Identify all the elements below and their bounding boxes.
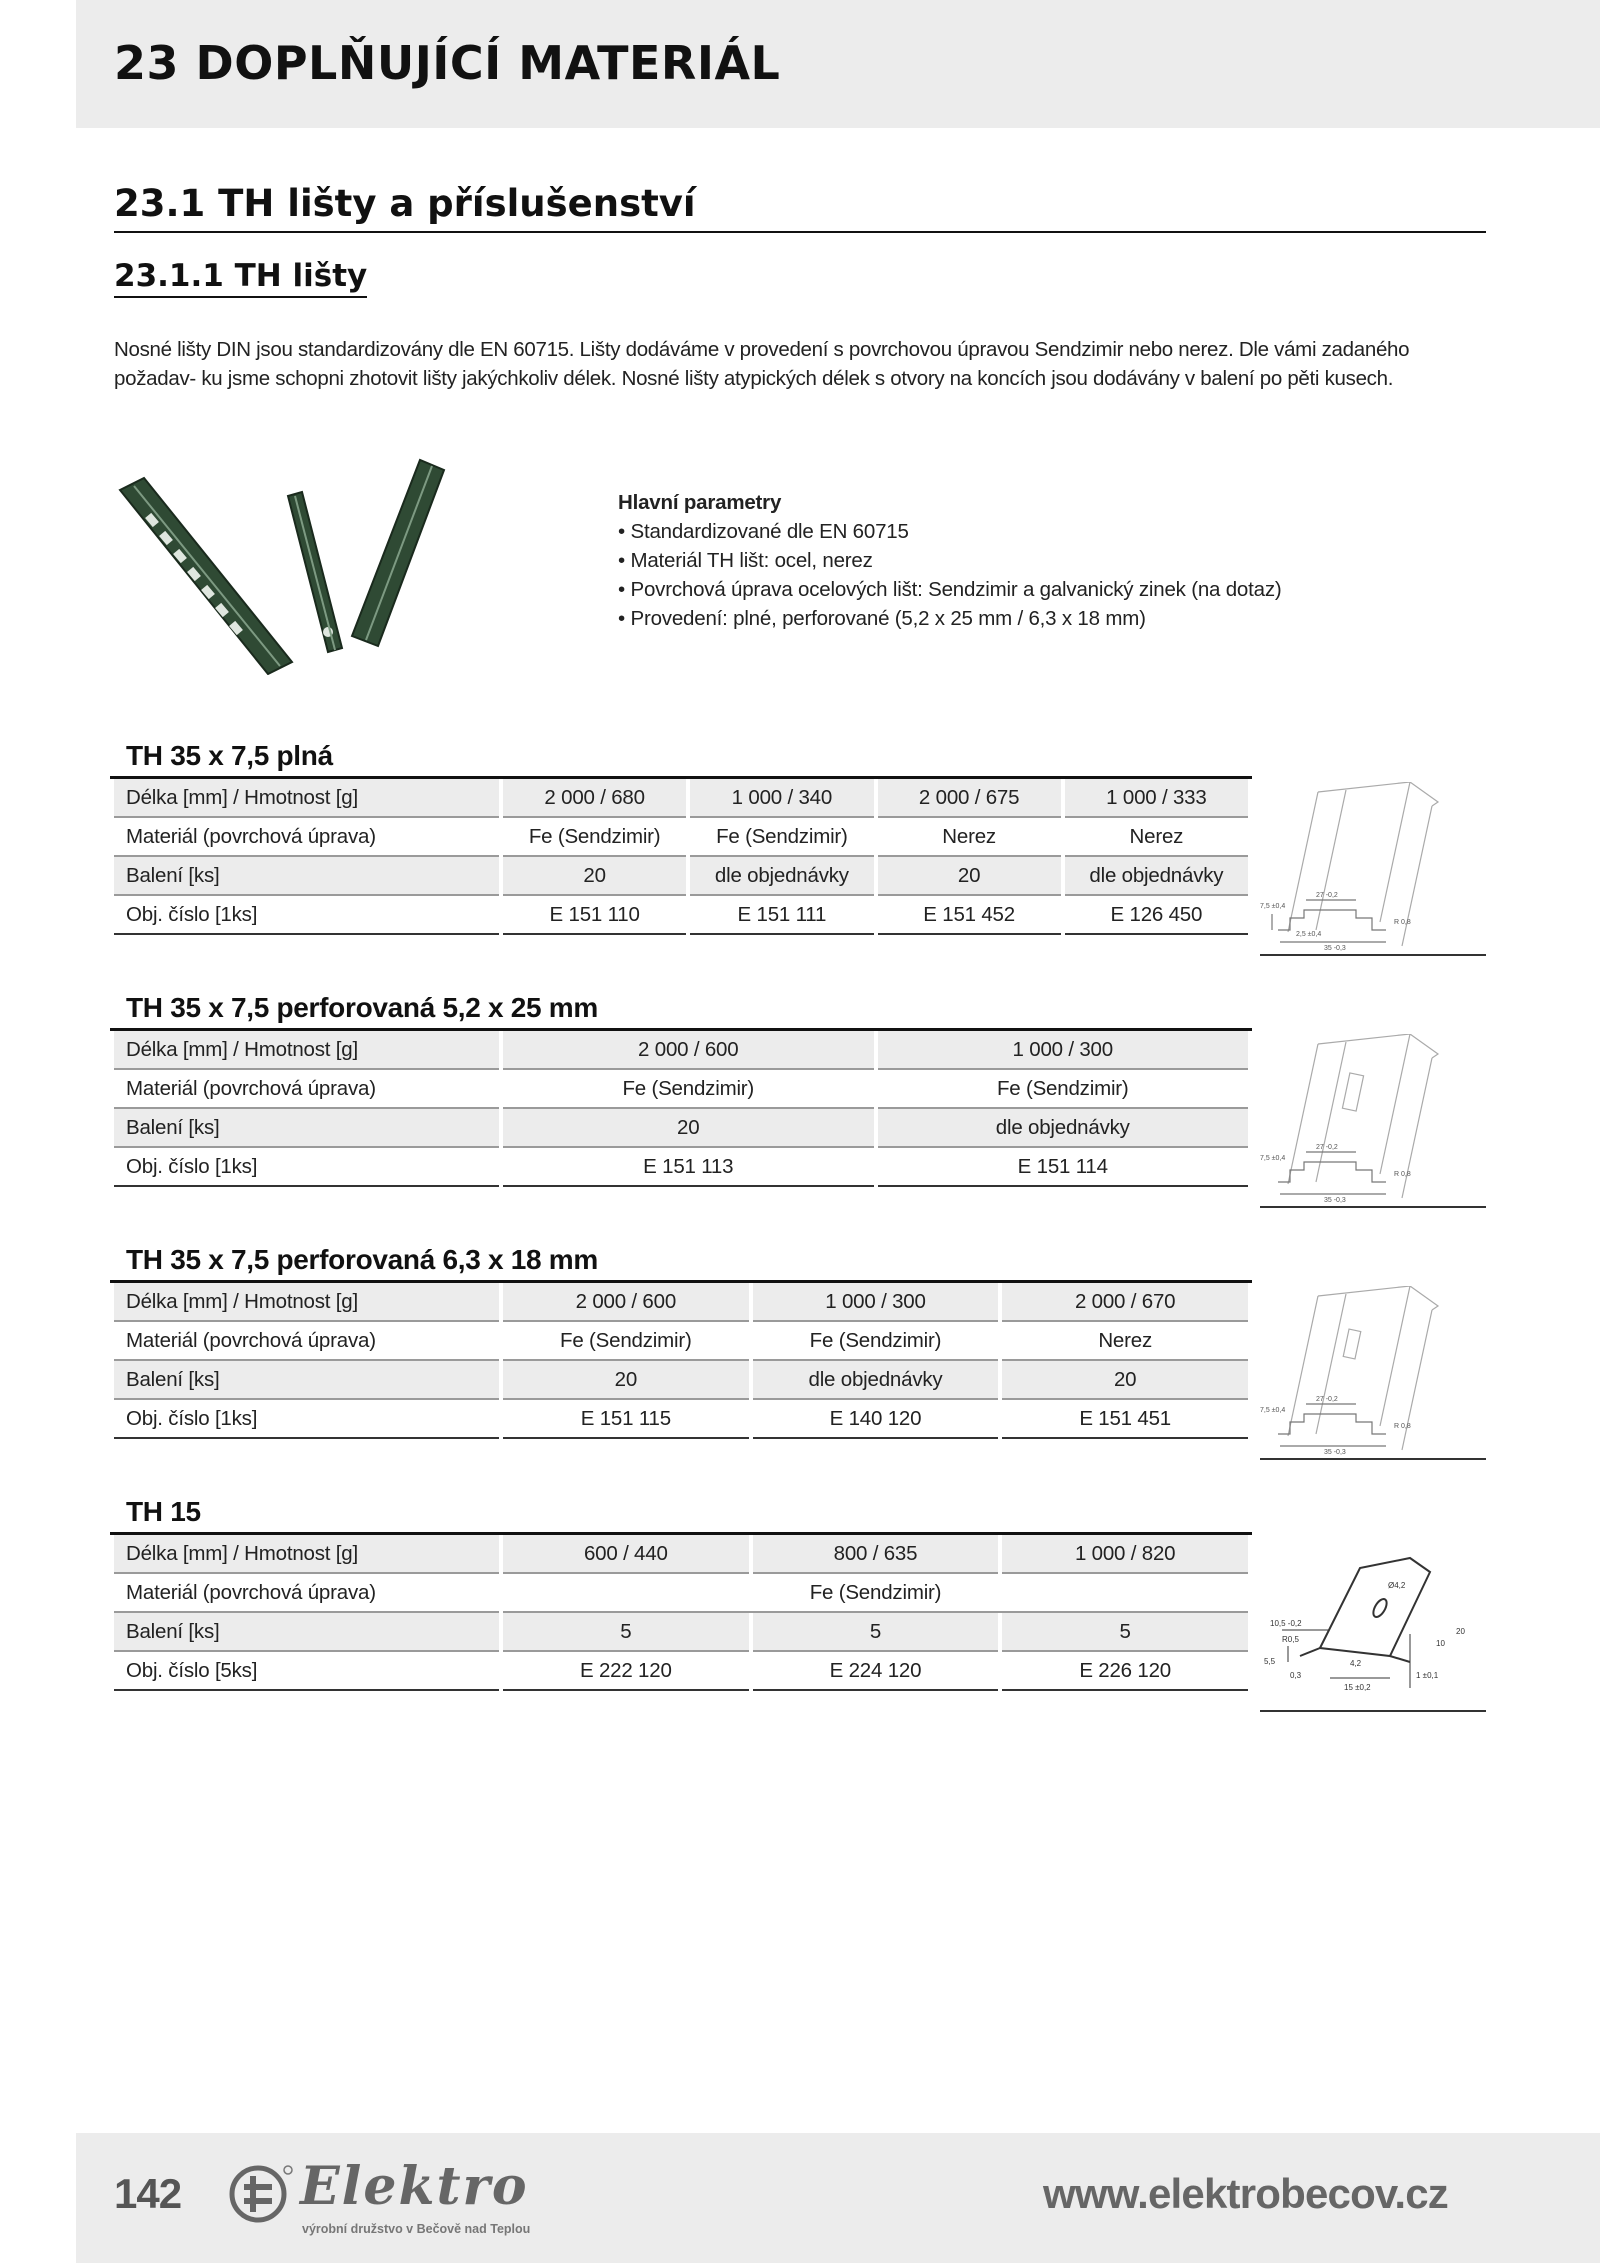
- table-cell: E 151 115: [503, 1400, 749, 1439]
- table-row: [114, 1070, 1248, 1109]
- dimension-label: 1 ±0,1: [1416, 1671, 1439, 1680]
- table-block-th35-perforated-6-3: [114, 1244, 1486, 1456]
- table-row: [114, 1109, 1248, 1148]
- table-cell: 20: [1002, 1361, 1248, 1400]
- table-cell: E 151 113: [503, 1148, 874, 1187]
- table-cell: Fe (Sendzimir): [503, 1070, 874, 1109]
- table-row: [114, 1613, 1248, 1652]
- spec-table: [110, 1532, 1252, 1691]
- table-title: TH 35 x 7,5 perforovaná 5,2 x 25 mm: [126, 992, 598, 1023]
- row-label: Balení [ks]: [114, 1613, 499, 1652]
- table-cell: 800 / 635: [753, 1535, 999, 1574]
- table-cell: E 140 120: [753, 1400, 999, 1439]
- row-label: Délka [mm] / Hmotnost [g]: [114, 1283, 499, 1322]
- table-cell: Nerez: [1002, 1322, 1248, 1361]
- table-cell: E 222 120: [503, 1652, 749, 1691]
- table-cell: 20: [878, 857, 1061, 896]
- spec-table: [110, 1028, 1252, 1187]
- table-cell: Nerez: [878, 818, 1061, 857]
- params-item: • Povrchová úprava ocelových lišt: Sendzimir a galvanický zinek (na dotaz): [618, 575, 1318, 604]
- table-cell: 2 000 / 675: [878, 779, 1061, 818]
- dimension-label: 0,3: [1290, 1671, 1302, 1680]
- logo-wordmark: Elektro: [300, 2156, 529, 2217]
- dimension-label: 5,5: [1264, 1657, 1276, 1666]
- table-row: [114, 779, 1248, 818]
- table-cell: 2 000 / 600: [503, 1031, 874, 1070]
- params-title: Hlavní parametry: [618, 491, 782, 514]
- row-label: Obj. číslo [5ks]: [114, 1652, 499, 1691]
- table-title: TH 35 x 7,5 perforovaná 6,3 x 18 mm: [126, 1244, 598, 1275]
- table-cell: E 151 114: [878, 1148, 1249, 1187]
- rail-profile-drawing: [1260, 1034, 1486, 1208]
- dimension-label: 10,5 -0,2: [1270, 1619, 1302, 1628]
- rail-profile-drawing: [1260, 782, 1486, 956]
- dimension-label: 27 -0,2: [1316, 1396, 1338, 1403]
- row-label: Balení [ks]: [114, 1361, 499, 1400]
- intro-paragraph: Nosné lišty DIN jsou standardizovány dle EN 60715. Lišty dodáváme v provedení s povrchovou úpravou Sendzimir nebo nerez. Dle vámi zadaného požadav- ku jsme schopni zhotovit lišty jakýchkoliv délek. Nosné lišty atypických délek s otvory na koncích jsou dodávány v balení po pěti kusech.: [114, 338, 1410, 390]
- row-label: Materiál (povrchová úprava): [114, 1070, 499, 1109]
- dimension-label: 27 -0,2: [1316, 892, 1338, 899]
- table-cell: dle objednávky: [690, 857, 873, 896]
- dimension-label: 7,5 ±0,4: [1260, 903, 1286, 910]
- table-block-th35-full: [114, 740, 1486, 952]
- table-row: [114, 896, 1248, 935]
- table-cell: E 151 452: [878, 896, 1061, 935]
- table-cell: dle objednávky: [1065, 857, 1248, 896]
- table-cell: E 224 120: [753, 1652, 999, 1691]
- main-parameters: [618, 488, 1318, 633]
- row-label: Obj. číslo [1ks]: [114, 1400, 499, 1439]
- table-cell: Fe (Sendzimir): [503, 1574, 1248, 1613]
- dimension-label: R 0,8: [1394, 1423, 1411, 1430]
- table-row: [114, 1283, 1248, 1322]
- table-cell: 1 000 / 333: [1065, 779, 1248, 818]
- table-row: [114, 818, 1248, 857]
- table-cell: 20: [503, 1361, 749, 1400]
- table-row: [114, 1400, 1248, 1439]
- table-row: [114, 1361, 1248, 1400]
- dimension-label: 2,5 ±0,4: [1296, 931, 1322, 938]
- table-cell: 2 000 / 600: [503, 1283, 749, 1322]
- table-row: [114, 1031, 1248, 1070]
- table-cell: 2 000 / 680: [503, 779, 686, 818]
- dimension-label: 7,5 ±0,4: [1260, 1155, 1286, 1162]
- table-row: [114, 1652, 1248, 1691]
- table-cell: 5: [503, 1613, 749, 1652]
- table-cell: 20: [503, 1109, 874, 1148]
- dimension-label: 20: [1456, 1627, 1465, 1636]
- table-cell: E 226 120: [1002, 1652, 1248, 1691]
- table-title: TH 15: [126, 1496, 201, 1527]
- row-label: Délka [mm] / Hmotnost [g]: [114, 779, 499, 818]
- row-label: Obj. číslo [1ks]: [114, 1148, 499, 1187]
- spec-table: [110, 776, 1252, 935]
- dimension-label: R0,5: [1282, 1635, 1299, 1644]
- table-cell: Fe (Sendzimir): [503, 818, 686, 857]
- page-number: 142: [114, 2170, 182, 2217]
- dimension-label: 35 -0,3: [1324, 1449, 1346, 1456]
- table-cell: dle objednávky: [878, 1109, 1249, 1148]
- dimension-label: 35 -0,3: [1324, 1197, 1346, 1204]
- table-cell: E 151 111: [690, 896, 873, 935]
- dimension-label: 27 -0,2: [1316, 1144, 1338, 1151]
- params-item: • Standardizované dle EN 60715: [618, 517, 1318, 546]
- table-cell: 600 / 440: [503, 1535, 749, 1574]
- table-title: TH 35 x 7,5 plná: [126, 740, 333, 771]
- table-cell: Fe (Sendzimir): [503, 1322, 749, 1361]
- dimension-label: 15 ±0,2: [1344, 1683, 1371, 1692]
- din-rail-photo: [116, 450, 506, 675]
- dimension-label: 7,5 ±0,4: [1260, 1407, 1286, 1414]
- spec-table: [110, 1280, 1252, 1439]
- dimension-label: 35 -0,3: [1324, 945, 1346, 952]
- table-cell: E 126 450: [1065, 896, 1248, 935]
- table-cell: 5: [753, 1613, 999, 1652]
- dimension-label: R 0,8: [1394, 919, 1411, 926]
- table-cell: 20: [503, 857, 686, 896]
- table-block-th35-perforated-5-2: [114, 992, 1486, 1204]
- table-cell: E 151 451: [1002, 1400, 1248, 1439]
- rail-th15-drawing: [1260, 1538, 1486, 1712]
- chapter-title: 23 DOPLŇUJÍCÍ MATERIÁL: [114, 36, 781, 90]
- table-row: [114, 1322, 1248, 1361]
- section-title: 23.1 TH lišty a příslušenství: [114, 182, 1486, 233]
- params-item: • Provedení: plné, perforované (5,2 x 25 mm / 6,3 x 18 mm): [618, 604, 1318, 633]
- row-label: Délka [mm] / Hmotnost [g]: [114, 1031, 499, 1070]
- row-label: Balení [ks]: [114, 857, 499, 896]
- table-cell: Nerez: [1065, 818, 1248, 857]
- table-cell: dle objednávky: [753, 1361, 999, 1400]
- dimension-label: 4,2: [1350, 1659, 1362, 1668]
- table-cell: 1 000 / 300: [878, 1031, 1249, 1070]
- table-cell: E 151 110: [503, 896, 686, 935]
- dimension-label: 10: [1436, 1639, 1445, 1648]
- table-cell: 1 000 / 820: [1002, 1535, 1248, 1574]
- row-label: Obj. číslo [1ks]: [114, 896, 499, 935]
- table-cell: 1 000 / 340: [690, 779, 873, 818]
- logo-tagline: výrobní družstvo v Bečově nad Teplou: [302, 2222, 531, 2236]
- table-cell: 1 000 / 300: [753, 1283, 999, 1322]
- params-list: [618, 517, 1318, 633]
- dimension-label: Ø4,2: [1388, 1581, 1406, 1590]
- website-url: www.elektrobecov.cz: [1043, 2170, 1448, 2217]
- table-block-th15: [114, 1496, 1486, 1691]
- table-row: [114, 857, 1248, 896]
- rail-profile-drawing: [1260, 1286, 1486, 1460]
- table-cell: Fe (Sendzimir): [753, 1322, 999, 1361]
- row-label: Materiál (povrchová úprava): [114, 1574, 499, 1613]
- subsection-title: 23.1.1 TH lišty: [114, 258, 367, 298]
- table-row: [114, 1535, 1248, 1574]
- table-cell: Fe (Sendzimir): [690, 818, 873, 857]
- row-label: Materiál (povrchová úprava): [114, 818, 499, 857]
- params-item: • Materiál TH lišt: ocel, nerez: [618, 546, 1318, 575]
- dimension-label: R 0,8: [1394, 1171, 1411, 1178]
- table-cell: 2 000 / 670: [1002, 1283, 1248, 1322]
- table-row: [114, 1148, 1248, 1187]
- table-cell: Fe (Sendzimir): [878, 1070, 1249, 1109]
- row-label: Délka [mm] / Hmotnost [g]: [114, 1535, 499, 1574]
- table-row: [114, 1574, 1248, 1613]
- table-cell: 5: [1002, 1613, 1248, 1652]
- row-label: Balení [ks]: [114, 1109, 499, 1148]
- row-label: Materiál (povrchová úprava): [114, 1322, 499, 1361]
